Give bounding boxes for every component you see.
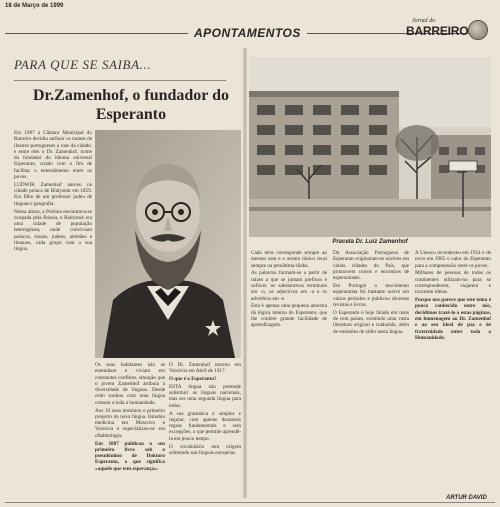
article-column-3 <box>169 362 241 492</box>
paragraph: Em 1887 publicou o seu primeiro livro sob o pseudónimo de Doktoro Esperanto, o que significa «aquele que tem esperança». <box>95 440 165 472</box>
kicker-rule <box>14 80 226 81</box>
article-headline: Dr.Zamenhof, o fundador do Esperanto <box>32 87 230 123</box>
street-image <box>249 57 491 237</box>
paragraph: O Esperanto é hoje falado em mais de cem países, existindo uma vasta literatura original e traduzida, além de emissões de rádio nesta língua. <box>333 309 409 335</box>
bottom-rule <box>5 502 495 503</box>
paragraph: Em Portugal o movimento esperantista foi bastante activo em vários períodos e publicou diversas revistas e livros. <box>333 282 409 308</box>
issue-date: 18 de Março de 1999 <box>5 3 64 9</box>
paragraph: Cada letra corresponde sempre ao mesmo som e o acento tónico recai sempre na penúltima sílaba. <box>251 250 327 269</box>
section-title: APONTAMENTOS <box>188 26 307 40</box>
paragraph: Nessa altura, a Polónia encontrava-se ocupada pela Rússia, e Bialystok era uma cidade de população heterogénea, onde conviviam polacos, russos, judeus, alemães e lituanos, cada grupo com a sua língua. <box>14 208 92 253</box>
portrait-photo <box>95 130 241 358</box>
paragraph: A sua gramática é simples e regular, com apenas dezasseis regras fundamentais e sem excepções, o que permite aprendê-la em pouco tempo. <box>169 410 241 442</box>
newspaper-logo: BARREIRO <box>406 24 469 38</box>
paragraph: Da Associação Portuguesa de Esperanto originaram-se núcleos em várias cidades do País, que promovem cursos e encontros de esperantistas. <box>333 250 409 282</box>
kicker: PARA QUE SE SAIBA... <box>14 57 152 72</box>
paragraph: As palavras formam-se a partir de raízes a que se juntam prefixos e sufixos: os substantivos terminam em -o, os adjectivos em -a e os advérbios em -e. <box>251 270 327 302</box>
paragraph: O que é o Esperanto? <box>169 376 217 383</box>
paragraph: O vocabulário tem origem sobretudo nas línguas europeias. <box>169 443 241 456</box>
author-signature: ARTUR DAVID <box>446 495 487 501</box>
article-column-2 <box>95 362 165 492</box>
street-photo <box>249 57 491 237</box>
paragraph: Esta é apenas uma pequena amostra da lógica interna do Esperanto, que lhe confere grande facilidade de aprendizagem. <box>251 303 327 329</box>
newspaper-logo-small: Jornal do <box>412 18 436 24</box>
article-column-5 <box>333 250 409 492</box>
paragraph: Milhares de pessoas de todos os continentes utilizam-no para se corresponderem, viajarem e trocarem ideias. <box>415 270 491 296</box>
paragraph: Aos 19 anos terminou o primeiro projecto da nova língua. Estudou medicina em Moscovo e Varsóvia e especializou-se em oftalmologia. <box>95 407 165 439</box>
seal-icon <box>468 20 488 40</box>
paragraph: Em 1987 a Câmara Municipal do Barreiro decidiu atribuir os nomes de ilustres portugueses a ruas da cidade, e entre eles o Dr. Zamenhof, nome do fundador do idioma universal Esperanto, criado com o fim de facilitar o entendimento entre os povos. <box>14 130 92 181</box>
photo-caption: Praceta Dr. Luiz Zamenhof <box>332 239 408 245</box>
paragraph: Os seus habitantes não se entendiam e viviam em constantes conflitos, situação que o jovem Zamenhof atribuía à diversidade de línguas. Desde cedo sonhou com uma língua comum a toda a humanidade. <box>95 362 165 406</box>
article-column-6 <box>415 250 491 492</box>
article-column-4 <box>251 250 327 492</box>
paragraph: Porque nos parece que este tema é pouco conhecido entre nós, decidimos trazê-lo a estas páginas, em homenagem ao Dr. Zamenhof e ao seu ideal de paz e de fraternidade entre toda a Humanidade. <box>415 297 491 341</box>
portrait-image <box>95 130 241 358</box>
article-column-1 <box>14 130 92 492</box>
paragraph: A Unesco reconheceu em 1954 e de novo em 1985 o valor do Esperanto para a compreensão entre os povos. <box>415 250 491 269</box>
paragraph: O Dr. Zamenhof morreu em Varsóvia em Abril de 1917. <box>169 362 241 375</box>
paragraph: LUDWIK Zamenhof nasceu na cidade polaca de Bialystok em 1859. Era filho de um professor judeu de línguas e geografia. <box>14 181 92 207</box>
page-fold <box>243 48 247 498</box>
page-header <box>0 0 500 46</box>
paragraph: ESTA língua não pretende substituir as línguas nacionais, mas ser uma segunda língua para todos. <box>169 383 241 409</box>
